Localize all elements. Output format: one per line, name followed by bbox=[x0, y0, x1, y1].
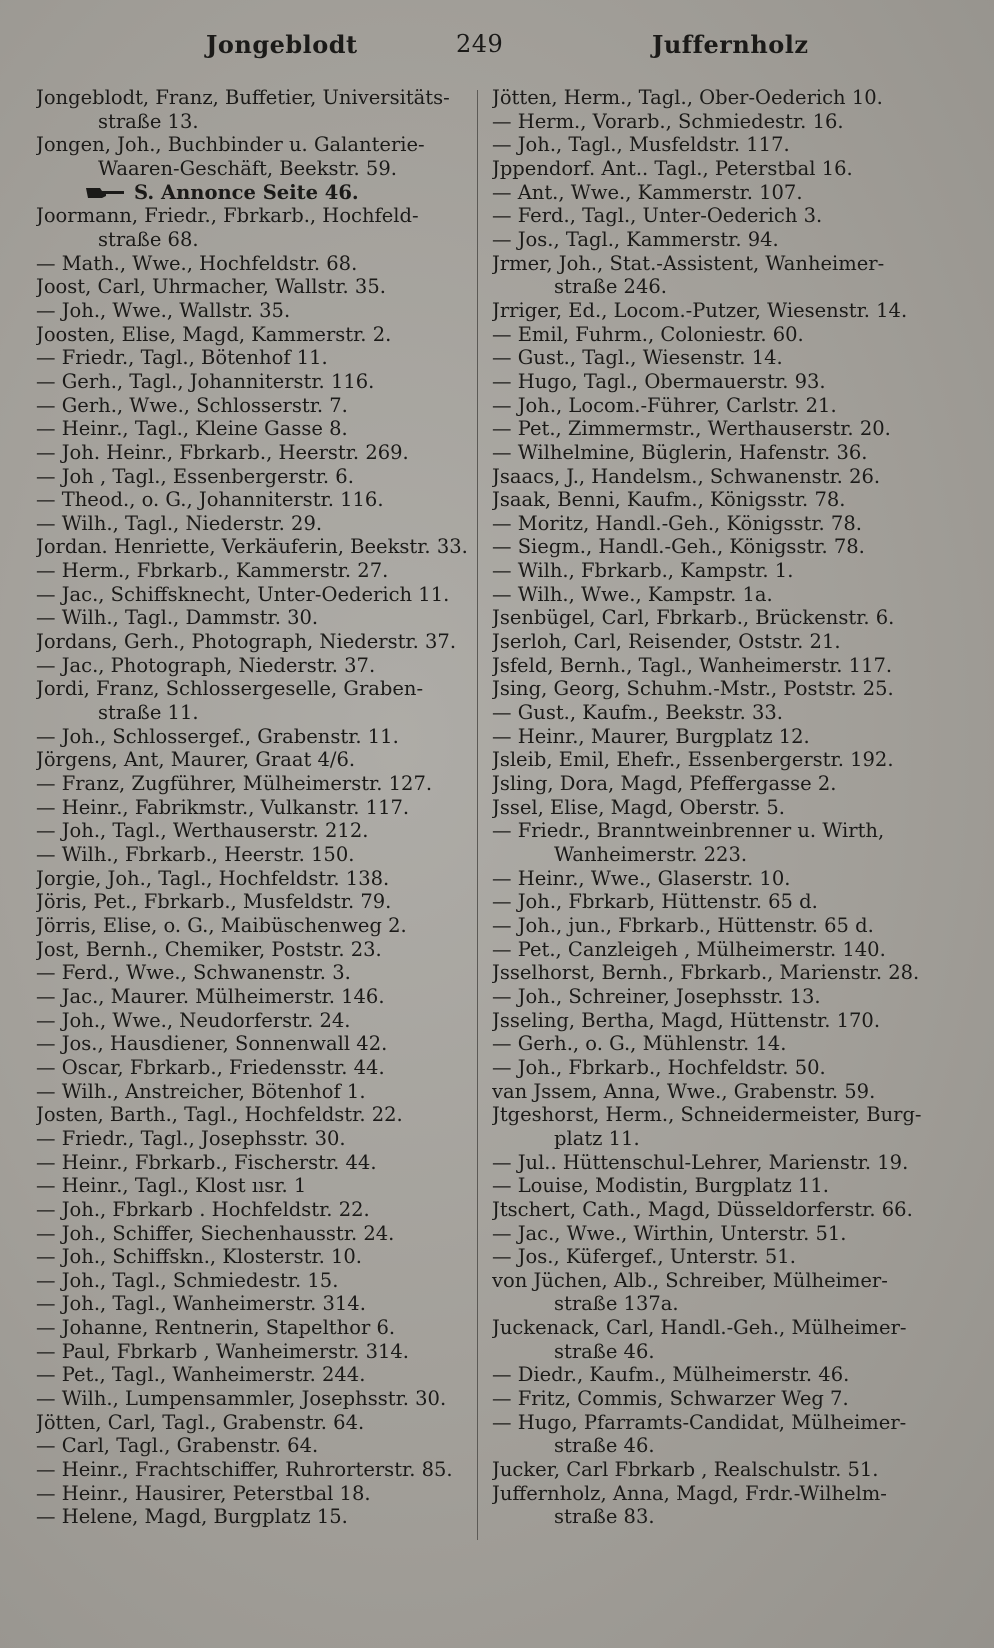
directory-entry: — Louise, Modistin, Burgplatz 11. bbox=[492, 1174, 829, 1198]
directory-entry: — Helene, Magd, Burgplatz 15. bbox=[36, 1505, 348, 1529]
directory-entry: straße 13. bbox=[98, 109, 199, 133]
directory-entry: — Gust., Tagl., Wiesenstr. 14. bbox=[492, 346, 783, 370]
directory-entry: — Ant., Wwe., Kammerstr. 107. bbox=[492, 180, 803, 204]
directory-entry: — Jac., Photograph, Niederstr. 37. bbox=[36, 653, 376, 677]
directory-entry: — Johanne, Rentnerin, Stapelthor 6. bbox=[36, 1316, 396, 1340]
directory-entry: — Jos., Tagl., Kammerstr. 94. bbox=[492, 227, 779, 251]
directory-entry: straße 137a. bbox=[554, 1292, 679, 1316]
directory-entry: — Heinr., Hausirer, Peterstbal 18. bbox=[36, 1481, 371, 1505]
directory-entry: — Joh., Schlossergef., Grabenstr. 11. bbox=[36, 724, 399, 748]
directory-entry: — Pet., Zimmermstr., Werthauserstr. 20. bbox=[492, 417, 891, 441]
directory-entry: — Siegm., Handl.-Geh., Königsstr. 78. bbox=[492, 535, 865, 559]
directory-entry: — Joh., Wwe., Wallstr. 35. bbox=[36, 298, 291, 322]
directory-entry: — Oscar, Fbrkarb., Friedensstr. 44. bbox=[36, 1055, 385, 1079]
directory-entry: — Joh., Schreiner, Josephsstr. 13. bbox=[492, 984, 821, 1008]
directory-entry: Jucker, Carl Fbrkarb , Realschulstr. 51. bbox=[492, 1458, 879, 1482]
directory-entry: — Joh., Tagl., Schmiedestr. 15. bbox=[36, 1268, 339, 1292]
directory-entry: — Gerh., o. G., Mühlenstr. 14. bbox=[492, 1032, 787, 1056]
directory-entry: straße 68. bbox=[98, 227, 199, 251]
directory-entry: — Paul, Fbrkarb , Wanheimerstr. 314. bbox=[36, 1339, 409, 1363]
directory-entry: Jötten, Carl, Tagl., Grabenstr. 64. bbox=[36, 1410, 365, 1434]
directory-entry: Jrmer, Joh., Stat.-Assistent, Wanheimer- bbox=[492, 251, 885, 275]
directory-entry: Jtschert, Cath., Magd, Düsseldorferstr. 66. bbox=[492, 1197, 913, 1221]
pointing-hand-icon bbox=[84, 184, 126, 202]
directory-entry: — Herm., Vorarb., Schmiedestr. 16. bbox=[492, 109, 844, 133]
directory-entry: Jsseling, Bertha, Magd, Hüttenstr. 170. bbox=[492, 1008, 881, 1032]
directory-entry: — Jac., Schiffsknecht, Unter-Oederich 11. bbox=[36, 582, 450, 606]
directory-entry: — Joh., Locom.-Führer, Carlstr. 21. bbox=[492, 393, 837, 417]
directory-entry: Juffernholz, Anna, Magd, Frdr.-Wilhelm- bbox=[492, 1481, 887, 1505]
directory-entry: Jordans, Gerh., Photograph, Niederstr. 37. bbox=[36, 630, 457, 654]
directory-entry: — Pet., Canzleigeh , Mülheimerstr. 140. bbox=[492, 937, 886, 961]
directory-entry: straße 46. bbox=[554, 1339, 655, 1363]
directory-entry: Jordan. Henriette, Verkäuferin, Beekstr. 33. bbox=[36, 535, 468, 559]
directory-entry: — Wilhelmine, Büglerin, Hafenstr. 36. bbox=[492, 440, 868, 464]
directory-entry: — Ferd., Tagl., Unter-Oederich 3. bbox=[492, 204, 823, 228]
directory-entry: Jsenbügel, Carl, Fbrkarb., Brückenstr. 6. bbox=[492, 606, 895, 630]
directory-entry: — Heinr., Wwe., Glaserstr. 10. bbox=[492, 866, 791, 890]
directory-entry: — Wilh., Wwe., Kampstr. 1a. bbox=[492, 582, 773, 606]
directory-entry: — Math., Wwe., Hochfeldstr. 68. bbox=[36, 251, 358, 275]
directory-entry: — Wilh., Fbrkarb., Kampstr. 1. bbox=[492, 559, 794, 583]
directory-entry: — Jul.. Hüttenschul-Lehrer, Marienstr. 19. bbox=[492, 1150, 909, 1174]
directory-entry: platz 11. bbox=[554, 1126, 640, 1150]
directory-entry: Jserloh, Carl, Reisender, Oststr. 21. bbox=[492, 630, 841, 654]
directory-entry: — Wilh., Tagl., Niederstr. 29. bbox=[36, 511, 323, 535]
directory-entry: — Heinr., Frachtschiffer, Ruhrorterstr. 85. bbox=[36, 1458, 453, 1482]
directory-entry: — Heinr., Maurer, Burgplatz 12. bbox=[492, 724, 810, 748]
header-left-keyword: Jongeblodt bbox=[206, 30, 358, 59]
directory-entry: Juckenack, Carl, Handl.-Geh., Mülheimer- bbox=[492, 1316, 907, 1340]
directory-entry: Jsaacs, J., Handelsm., Schwanenstr. 26. bbox=[492, 464, 881, 488]
directory-entry: — Joh., Tagl., Werthauserstr. 212. bbox=[36, 819, 369, 843]
directory-entry: — Gust., Kaufm., Beekstr. 33. bbox=[492, 701, 783, 725]
directory-entry: Joost, Carl, Uhrmacher, Wallstr. 35. bbox=[36, 275, 386, 299]
directory-entry: Jsfeld, Bernh., Tagl., Wanheimerstr. 117. bbox=[492, 653, 893, 677]
directory-entry: — Joh., Schiffer, Siechenhausstr. 24. bbox=[36, 1221, 395, 1245]
directory-entry: Jordi, Franz, Schlossergeselle, Graben- bbox=[36, 677, 424, 701]
directory-entry: — Ferd., Wwe., Schwanenstr. 3. bbox=[36, 961, 351, 985]
annonce-reference bbox=[36, 181, 476, 205]
column-divider bbox=[477, 90, 478, 1540]
directory-entry: — Wilh., Tagl., Dammstr. 30. bbox=[36, 606, 319, 630]
directory-entry: Jssel, Elise, Magd, Oberstr. 5. bbox=[492, 795, 785, 819]
directory-entry: straße 11. bbox=[98, 701, 199, 725]
directory-entry: — Theod., o. G., Johanniterstr. 116. bbox=[36, 488, 384, 512]
directory-entry: — Wilh., Anstreicher, Bötenhof 1. bbox=[36, 1079, 366, 1103]
header-right-keyword: Juffernholz bbox=[652, 30, 809, 59]
directory-entry: Jörris, Elise, o. G., Maibüschenweg 2. bbox=[36, 913, 407, 937]
directory-entry: — Emil, Fuhrm., Coloniestr. 60. bbox=[492, 322, 804, 346]
directory-entry: straße 83. bbox=[554, 1505, 655, 1529]
directory-entry: — Friedr., Tagl., Josephsstr. 30. bbox=[36, 1126, 346, 1150]
directory-entry: — Joh , Tagl., Essenbergerstr. 6. bbox=[36, 464, 354, 488]
directory-entry: — Gerh., Tagl., Johanniterstr. 116. bbox=[36, 369, 375, 393]
left-column bbox=[36, 86, 476, 1529]
directory-entry: Jost, Bernh., Chemiker, Poststr. 23. bbox=[36, 937, 382, 961]
directory-entry: — Gerh., Wwe., Schlosserstr. 7. bbox=[36, 393, 348, 417]
directory-entry: — Fritz, Commis, Schwarzer Weg 7. bbox=[492, 1387, 849, 1411]
directory-entry: Jörgens, Ant, Maurer, Graat 4/6. bbox=[36, 748, 356, 772]
directory-entry: — Joh., Fbrkarb, Hüttenstr. 65 d. bbox=[492, 890, 818, 914]
directory-entry: — Jac., Wwe., Wirthin, Unterstr. 51. bbox=[492, 1221, 847, 1245]
directory-entry: Jtgeshorst, Herm., Schneidermeister, Burg- bbox=[492, 1103, 922, 1127]
page-header bbox=[36, 30, 958, 68]
directory-entry: Jsing, Georg, Schuhm.-Mstr., Poststr. 25. bbox=[492, 677, 894, 701]
directory-entry: — Moritz, Handl.-Geh., Königsstr. 78. bbox=[492, 511, 862, 535]
annonce-text: S. Annonce Seite 46. bbox=[134, 180, 359, 204]
directory-entry: Joormann, Friedr., Fbrkarb., Hochfeld- bbox=[36, 204, 419, 228]
directory-entry: — Joh., Wwe., Neudorferstr. 24. bbox=[36, 1008, 351, 1032]
directory-entry: Jöris, Pet., Fbrkarb., Musfeldstr. 79. bbox=[36, 890, 392, 914]
directory-entry: — Friedr., Tagl., Bötenhof 11. bbox=[36, 346, 328, 370]
directory-entry: Jsling, Dora, Magd, Pfeffergasse 2. bbox=[492, 772, 837, 796]
directory-entry: — Diedr., Kaufm., Mülheimerstr. 46. bbox=[492, 1363, 850, 1387]
directory-entry: van Jssem, Anna, Wwe., Grabenstr. 59. bbox=[492, 1079, 876, 1103]
directory-entry: straße 246. bbox=[554, 275, 667, 299]
directory-entry: — Jos., Hausdiener, Sonnenwall 42. bbox=[36, 1032, 388, 1056]
directory-entry: — Franz, Zugführer, Mülheimerstr. 127. bbox=[36, 772, 433, 796]
directory-entry: — Herm., Fbrkarb., Kammerstr. 27. bbox=[36, 559, 389, 583]
directory-entry: — Joh., jun., Fbrkarb., Hüttenstr. 65 d. bbox=[492, 913, 874, 937]
directory-entry: — Joh., Fbrkarb., Hochfeldstr. 50. bbox=[492, 1055, 826, 1079]
page-number: 249 bbox=[456, 30, 504, 58]
directory-entry: — Friedr., Branntweinbrenner u. Wirth, bbox=[492, 819, 885, 843]
directory-entry: — Heinr., Fabrikmstr., Vulkanstr. 117. bbox=[36, 795, 410, 819]
directory-entry: — Joh., Tagl., Musfeldstr. 117. bbox=[492, 133, 790, 157]
directory-entry: — Joh., Tagl., Wanheimerstr. 314. bbox=[36, 1292, 366, 1316]
directory-entry: Jorgie, Joh., Tagl., Hochfeldstr. 138. bbox=[36, 866, 390, 890]
directory-entry: — Joh. Heinr., Fbrkarb., Heerstr. 269. bbox=[36, 440, 409, 464]
directory-entry: — Jac., Maurer. Mülheimerstr. 146. bbox=[36, 984, 385, 1008]
directory-entry: — Heinr., Tagl., Klost ıısr. 1 bbox=[36, 1174, 307, 1198]
right-column bbox=[492, 86, 944, 1529]
directory-entry: Wanheimerstr. 223. bbox=[554, 843, 748, 866]
directory-entry: Jongen, Joh., Buchbinder u. Galanterie- bbox=[36, 133, 425, 157]
directory-entry: — Hugo, Pfarramts-Candidat, Mülheimer- bbox=[492, 1410, 907, 1434]
directory-entry: Jsselhorst, Bernh., Fbrkarb., Marienstr. 28. bbox=[492, 961, 920, 985]
directory-entry: Waaren-Geschäft, Beekstr. 59. bbox=[98, 156, 397, 180]
directory-entry: Joosten, Elise, Magd, Kammerstr. 2. bbox=[36, 322, 392, 346]
directory-entry: Jötten, Herm., Tagl., Ober-Oederich 10. bbox=[492, 86, 883, 109]
directory-entry: Josten, Barth., Tagl., Hochfeldstr. 22. bbox=[36, 1103, 403, 1127]
directory-entry: — Wilh., Lumpensammler, Josephsstr. 30. bbox=[36, 1387, 447, 1411]
directory-entry: — Joh., Fbrkarb . Hochfeldstr. 22. bbox=[36, 1197, 370, 1221]
directory-entry: Jsleib, Emil, Ehefr., Essenbergerstr. 192. bbox=[492, 748, 894, 772]
directory-entry: Jongeblodt, Franz, Buffetier, Universitäts- bbox=[36, 86, 450, 109]
directory-entry: — Joh., Schiffskn., Klosterstr. 10. bbox=[36, 1245, 362, 1269]
directory-entry: Jrriger, Ed., Locom.-Putzer, Wiesenstr. 14. bbox=[492, 298, 908, 322]
directory-entry: — Carl, Tagl., Grabenstr. 64. bbox=[36, 1434, 319, 1458]
directory-entry: — Hugo, Tagl., Obermauerstr. 93. bbox=[492, 369, 826, 393]
directory-entry: — Heinr., Tagl., Kleine Gasse 8. bbox=[36, 417, 348, 441]
directory-entry: — Jos., Küfergef., Unterstr. 51. bbox=[492, 1245, 796, 1269]
directory-entry: — Pet., Tagl., Wanheimerstr. 244. bbox=[36, 1363, 366, 1387]
directory-entry: Jppendorf. Ant.. Tagl., Peterstbal 16. bbox=[492, 156, 853, 180]
directory-entry: — Heinr., Fbrkarb., Fischerstr. 44. bbox=[36, 1150, 377, 1174]
directory-entry: von Jüchen, Alb., Schreiber, Mülheimer- bbox=[492, 1268, 888, 1292]
directory-entry: — Wilh., Fbrkarb., Heerstr. 150. bbox=[36, 843, 355, 866]
directory-entry: Jsaak, Benni, Kaufm., Königsstr. 78. bbox=[492, 488, 846, 512]
directory-entry: straße 46. bbox=[554, 1434, 655, 1458]
